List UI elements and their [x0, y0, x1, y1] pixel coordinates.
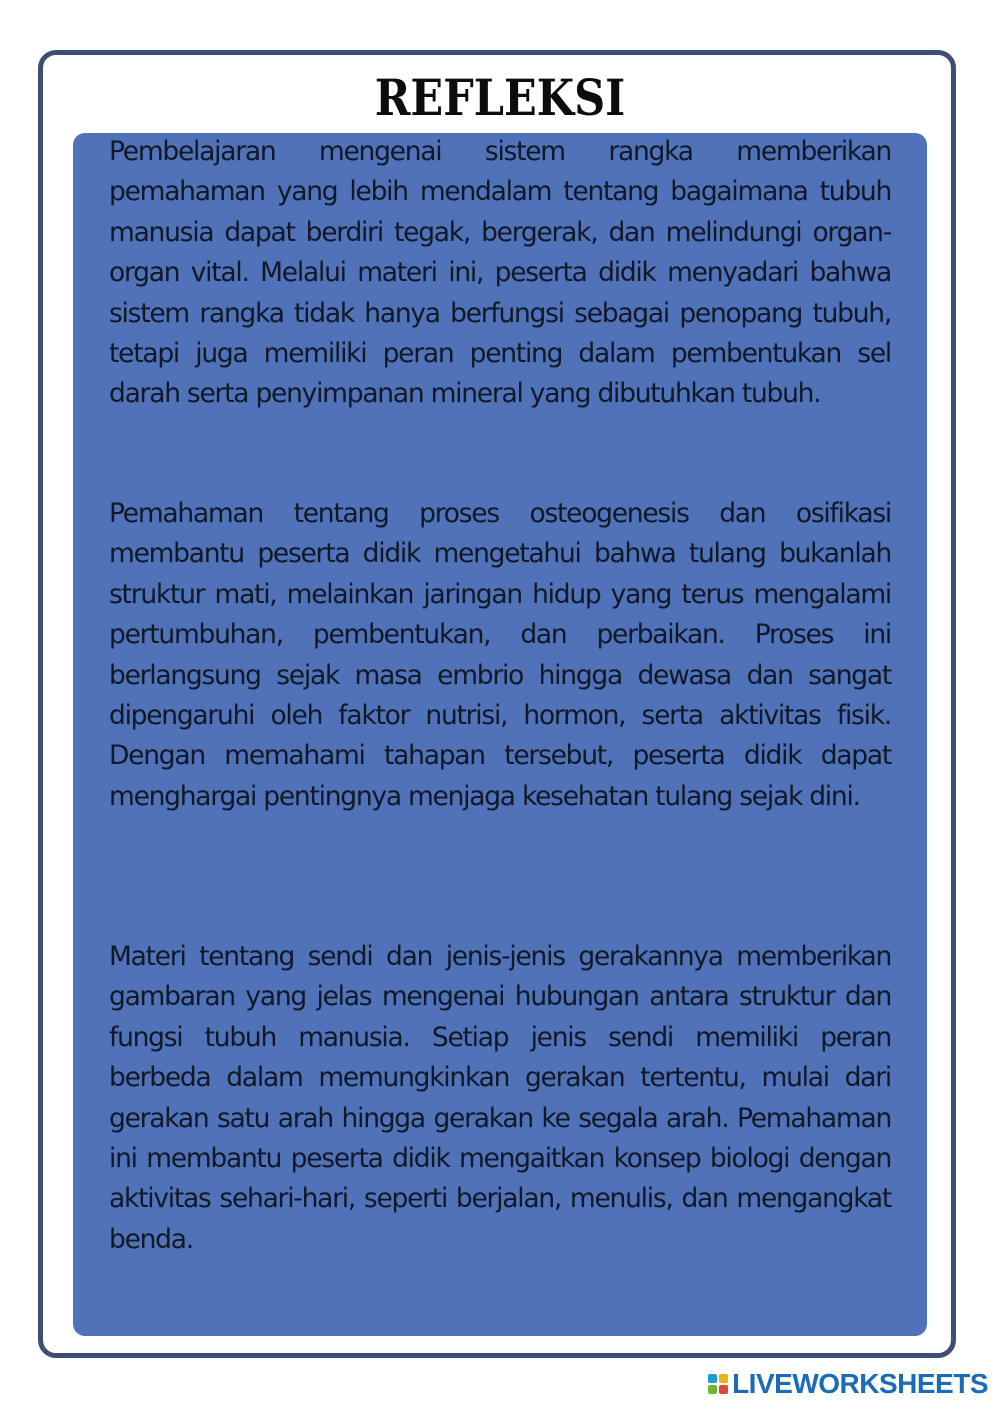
brand-name: LIVEWORKSHEETS [732, 1368, 988, 1399]
paragraph-skeletal-system: Pembelajaran mengenai sistem rangka memberikan pemahaman yang lebih mendalam tentang bagaimana tubuh manusia dapat berdiri tegak, bergerak, dan melindungi organ-organ vital. Melalui materi ini, peserta didik menyadari bahwa sistem rangka tidak hanya berfungsi sebagai penopang tubuh, tetapi juga memiliki peran penting dalam pembentukan sel darah serta penyimpanan mineral yang dibutuhkan tubuh. [109, 136, 891, 410]
liveworksheets-brand[interactable] [708, 1364, 988, 1404]
reflection-panel [73, 133, 927, 1336]
paragraph-joints: Materi tentang sendi dan jenis-jenis gerakannya memberikan gambaran yang jelas mengenai hubungan antara struktur dan fungsi tubuh manusia. Setiap jenis sendi memiliki peran berbeda dalam memungkinkan gerakan tertentu, mulai dari gerakan satu arah hingga gerakan ke segala arah. Pemahaman ini membantu peserta didik mengaitkan konsep biologi dengan aktivitas sehari-hari, seperti berjalan, menulis, dan mengangkat benda. [109, 941, 891, 1255]
liveworksheets-logo-icon [708, 1374, 728, 1394]
page-title: REFLEKSI [374, 68, 626, 127]
paragraph-osteogenesis: Pemahaman tentang proses osteogenesis dan osifikasi membantu peserta didik mengetahui bahwa tulang bukanlah struktur mati, melainkan jaringan hidup yang terus mengalami pertumbuhan, pembentukan, dan perbaikan. Proses ini berlangsung sejak masa embrio hingga dewasa dan sangat dipengaruhi oleh faktor nutrisi, hormon, serta aktivitas fisik. Dengan memahami tahapan tersebut, peserta didik dapat menghargai pentingnya menjaga kesehatan tulang sejak dini. [109, 498, 891, 812]
